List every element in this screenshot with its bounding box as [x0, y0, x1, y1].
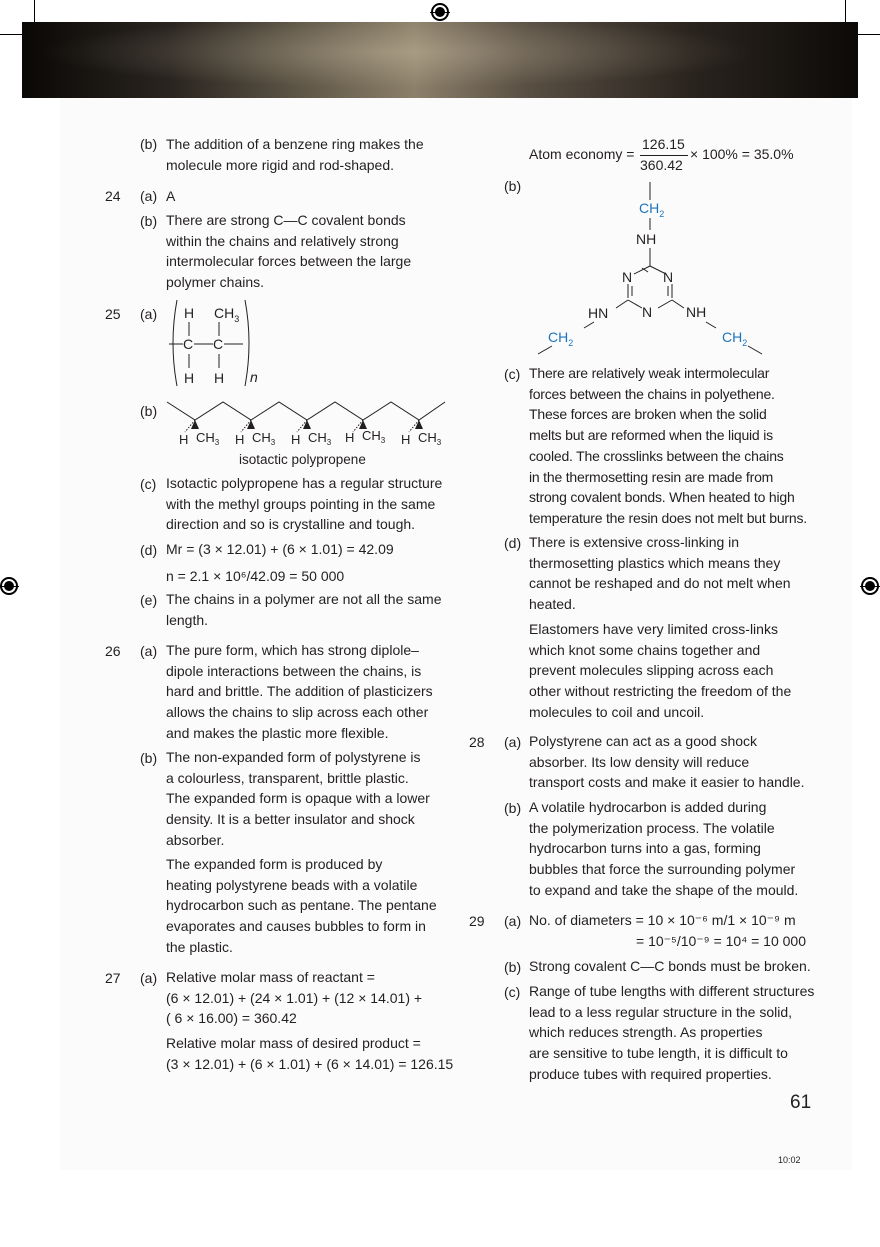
text-line: to expand and take the shape of the mould. — [529, 881, 799, 898]
answer-text — [529, 731, 804, 793]
question-number: 25 — [105, 306, 121, 322]
atom-economy-result: × 100% = 35.0% — [690, 146, 794, 162]
text-line: the polymerization process. The volatile — [529, 819, 775, 836]
text-line: density. It is a better insulator and shock — [166, 811, 415, 828]
text-line: A volatile hydrocarbon is added during — [529, 799, 767, 815]
melamine-resin-structure-diagram — [530, 180, 770, 360]
text-line: (6 × 12.01) + (24 × 1.01) + (12 × 14.01) + — [166, 989, 423, 1006]
registration-mark-icon — [0, 577, 18, 595]
answer-text — [166, 747, 430, 851]
text-line: molecules to coil and uncoil. — [529, 703, 705, 720]
part-label: (b) — [140, 403, 158, 419]
part-label: (a) — [140, 970, 158, 986]
answer-text — [166, 134, 424, 175]
atom-H: H — [214, 370, 225, 386]
header-banner — [22, 22, 858, 98]
group-CH3: $CH_3$ — [308, 430, 332, 447]
text-line: hard and brittle. The addition of plasticizers — [166, 683, 433, 700]
part-label: (d) — [140, 542, 158, 558]
part-label: (a) — [140, 188, 158, 204]
text-line: (3 × 12.01) + (6 × 1.01) + (6 × 14.01) = 126.15 — [166, 1055, 454, 1072]
group-CH3: $CH_3$ — [252, 430, 276, 447]
answer-text: Mr = (3 × 12.01) + (6 × 1.01) = 42.09 — [166, 541, 394, 557]
part-label: (b) — [504, 178, 522, 194]
atom-C: C — [183, 336, 194, 352]
atom-H: H — [184, 305, 195, 321]
answer-text — [166, 1033, 453, 1074]
part-label: (a) — [140, 643, 158, 659]
group-CH2: $CH_2$ — [639, 200, 665, 219]
group-CH3: $CH_3$ — [418, 430, 442, 447]
text-line: which knot some chains together and — [529, 641, 761, 658]
text-line: intermolecular forces between the large — [166, 253, 412, 270]
part-label: (b) — [504, 959, 522, 975]
text-line: hydrocarbon such as pentane. The pentane — [166, 897, 437, 914]
part-label: (b) — [504, 800, 522, 816]
text-line: There is extensive cross-linking in — [529, 534, 740, 550]
answer-text — [166, 967, 422, 1029]
part-label: (a) — [504, 913, 522, 929]
text-line: allows the chains to slip across each other — [166, 704, 429, 721]
text-line: Relative molar mass of reactant = — [166, 969, 375, 985]
atom-N: N — [663, 269, 674, 285]
text-line: melts but are reformed when the liquid is — [529, 427, 773, 444]
question-number: 26 — [105, 643, 121, 659]
fraction-denominator: 360.42 — [640, 157, 683, 173]
text-line: dipole interactions between the chains, is — [166, 662, 422, 679]
question-number: 24 — [105, 188, 121, 204]
text-line: strong covalent bonds. When heated to high — [529, 489, 795, 506]
text-line: polymer chains. — [166, 274, 265, 291]
text-line: hydrocarbon turns into a gas, forming — [529, 840, 761, 857]
atom-H: H — [235, 432, 245, 447]
group-CH3: $CH_3$ — [214, 305, 240, 324]
group-CH2: $CH_2$ — [722, 329, 748, 348]
part-label: (a) — [140, 306, 158, 322]
text-line: Relative molar mass of desired product = — [166, 1035, 421, 1051]
text-line: The non-expanded form of polystyrene is — [166, 749, 421, 765]
answer-text: = 10⁻⁵/10⁻⁹ = 10⁴ = 10 000 — [636, 933, 806, 949]
crop-mark — [858, 34, 880, 35]
group-CH3: $CH_3$ — [196, 430, 220, 447]
text-line: and makes the plastic more flexible. — [166, 724, 389, 741]
text-line: absorber. — [166, 831, 225, 848]
text-line: cannot be reshaped and do not melt when — [529, 575, 791, 592]
crop-mark — [34, 0, 35, 22]
isotactic-polypropene-skeletal-diagram — [165, 396, 450, 450]
footer-timestamp: 10:02 — [778, 1155, 801, 1165]
part-label: (b) — [140, 136, 158, 152]
answer-text — [166, 589, 441, 630]
answer-text — [529, 797, 798, 901]
text-line: cooled. The crosslinks between the chains — [529, 447, 784, 464]
text-line: lead to a less regular structure in the solid, — [529, 1003, 793, 1020]
registration-mark-icon — [861, 577, 879, 595]
group-HN: HN — [588, 305, 609, 321]
atom-N: N — [622, 269, 633, 285]
registration-mark-icon — [431, 3, 449, 21]
answer-text: No. of diameters = 10 × 10⁻⁶ m/1 × 10⁻⁹ m — [529, 912, 796, 928]
text-line: thermosetting plastics which means they — [529, 554, 781, 571]
group-NH: NH — [636, 231, 657, 247]
group-NH: NH — [686, 304, 707, 320]
answer-text: n = 2.1 × 10⁶/42.09 = 50 000 — [166, 568, 345, 584]
text-line: a colourless, transparent, brittle plastic. — [166, 769, 409, 786]
text-line: bubbles that force the surrounding polymer — [529, 861, 796, 878]
text-line: The expanded form is produced by — [166, 856, 383, 872]
part-label: (c) — [140, 476, 157, 492]
text-line: Elastomers have very limited cross-links — [529, 621, 778, 637]
question-number: 29 — [469, 913, 485, 929]
text-line: absorber. Its low density will reduce — [529, 753, 750, 770]
figure-caption: isotactic polypropene — [239, 452, 366, 467]
polypropene-repeat-unit-diagram — [165, 298, 275, 390]
text-line: Isotactic polypropene has a regular structure — [166, 475, 443, 491]
part-label: (c) — [504, 366, 521, 382]
atom-economy-label: Atom economy = — [529, 146, 635, 162]
text-line: the plastic. — [166, 938, 233, 955]
part-label: (d) — [504, 535, 522, 551]
text-line: The expanded form is opaque with a lower — [166, 790, 430, 807]
text-line: other without restricting the freedom of the — [529, 683, 792, 700]
text-line: transport costs and make it easier to handle. — [529, 774, 805, 791]
text-line: evaporates and causes bubbles to form in — [166, 918, 426, 935]
part-label: (a) — [504, 734, 522, 750]
text-line: temperature the resin does not melt but burns. — [529, 509, 807, 526]
text-line: The chains in a polymer are not all the same — [166, 591, 442, 607]
atom-N: N — [642, 304, 653, 320]
atom-H: H — [345, 430, 355, 445]
group-CH3: $CH_3$ — [362, 428, 386, 445]
text-line: Polystyrene can act as a good shock — [529, 733, 758, 749]
atom-C: C — [213, 336, 224, 352]
answer-text — [529, 981, 814, 1085]
text-line: length. — [166, 611, 209, 628]
text-line: produce tubes with required properties. — [529, 1065, 772, 1082]
answer-text — [166, 473, 442, 535]
atom-H: H — [179, 432, 189, 447]
text-line: heated. — [529, 596, 576, 613]
part-label: (e) — [140, 592, 158, 608]
atom-H: H — [184, 370, 195, 386]
repeat-n: n — [250, 369, 258, 385]
text-line: forces between the chains in polyethene. — [529, 385, 775, 402]
part-label: (b) — [140, 213, 158, 229]
answer-text — [166, 640, 433, 744]
text-line: heating polystyrene beads with a volatile — [166, 876, 418, 893]
text-line: The pure form, which has strong diplole– — [166, 642, 419, 658]
fraction-numerator: 126.15 — [642, 136, 685, 152]
text-line: ( 6 × 16.00) = 360.42 — [166, 1010, 297, 1027]
text-line: These forces are broken when the solid — [529, 406, 767, 423]
part-label: (b) — [140, 750, 158, 766]
answer-text — [529, 619, 791, 723]
page-number: 61 — [790, 1092, 812, 1113]
group-CH2: $CH_2$ — [548, 329, 574, 348]
answer-text — [166, 210, 411, 293]
text-line: There are strong C—C covalent bonds — [166, 212, 406, 228]
text-line: direction and so is crystalline and tough. — [166, 516, 416, 533]
text-line: There are relatively weak intermolecular — [529, 365, 770, 381]
answer-text — [166, 854, 437, 958]
crop-mark — [845, 0, 846, 22]
text-line: molecule more rigid and rod-shaped. — [166, 156, 395, 173]
question-number: 27 — [105, 970, 121, 986]
text-line: in the thermosetting resin are made from — [529, 468, 774, 485]
answer-text — [529, 363, 807, 529]
text-line: which reduces strength. As properties — [529, 1024, 763, 1041]
crop-mark — [0, 34, 22, 35]
question-number: 28 — [469, 734, 485, 750]
atom-H: H — [401, 432, 411, 447]
text-line: are sensitive to tube length, it is difficult to — [529, 1045, 788, 1062]
text-line: with the methyl groups pointing in the same — [166, 495, 436, 512]
part-label: (c) — [504, 984, 521, 1000]
atom-H: H — [291, 432, 301, 447]
text-line: within the chains and relatively strong — [166, 232, 399, 249]
text-line: prevent molecules slipping across each — [529, 662, 774, 679]
text-line: Range of tube lengths with different structures — [529, 983, 815, 999]
answer-text: A — [166, 188, 176, 204]
answer-text: Strong covalent C—C bonds must be broken. — [529, 958, 811, 974]
answer-text — [529, 532, 791, 615]
text-line: The addition of a benzene ring makes the — [166, 136, 424, 152]
